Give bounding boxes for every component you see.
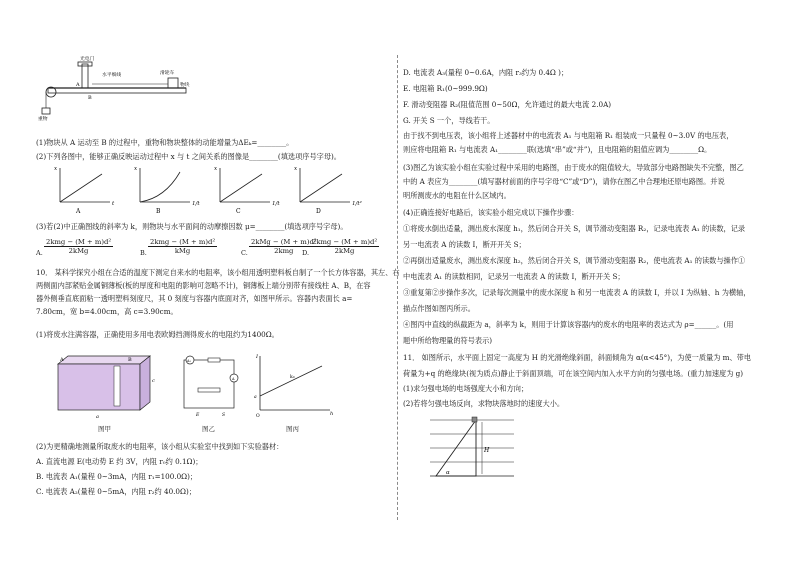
apparatus-figure [36, 52, 196, 122]
fig1-string: 水平细线 [102, 73, 122, 78]
opt3-C-frac: 2kMg − (M + m)d² 2kmg [251, 238, 317, 255]
fig11-H: H [484, 447, 490, 454]
q11-line2: 荷量为+q 的绝缘块(视为质点)静止于斜面顶端，可在该空间内加入水平方向的匀强电场。(重力加速度为 g) [403, 369, 744, 378]
svg-text:h: h [330, 411, 334, 417]
svg-text:A: A [232, 377, 235, 381]
equip-E: E. 电阻箱 R₁(0~999.9Ω) [403, 84, 488, 93]
fig1-A: A [76, 82, 80, 88]
svg-text:1/t²: 1/t² [352, 201, 362, 207]
graph-A [60, 168, 110, 202]
step-2a: ②再倒出适量废水，测出废水深度 h₂，然后闭合开关 S，调节滑动变阻器 R₂，使电流表 A₁ 的读数与操作① [403, 256, 746, 265]
svg-text:A₁: A₁ [187, 359, 191, 363]
fig-jia-label: 图甲 [98, 425, 111, 433]
svg-text:x: x [134, 166, 138, 172]
fig-bing [254, 352, 334, 418]
fig-yi-label: 图乙 [202, 425, 215, 433]
opt3-B-frac: 2kmg − (M + m)d² kMg [150, 238, 216, 255]
equip-D: D. 电流表 A₃(量程 0~0.6A，内阻 r₃约为 0.4Ω )； [403, 68, 569, 77]
graph-B [140, 168, 190, 202]
q11-part1: (1)求匀强电场的电场强度大小和方向； [403, 384, 529, 393]
q10-part1: (1)将废水注满容器，正确使用多用电表欧姆挡测得废水的电阻约为1400Ω。 [36, 330, 279, 339]
fig1-block: 物块 [180, 83, 190, 88]
svg-text:A: A [76, 208, 81, 215]
svg-text:B: B [156, 208, 161, 215]
graph-C [220, 168, 270, 202]
column-divider [397, 55, 398, 520]
fig1-B: B [88, 95, 92, 101]
para-2: 则应将电阻箱 R₁ 与电流表 A₁________联(选填“串”或“并”)，且电阻箱的阻值应调为________Ω。 [403, 145, 712, 154]
graph-options [40, 164, 370, 214]
svg-text:C: C [236, 208, 241, 215]
fig1-pulley: 滑轮车 [160, 71, 175, 76]
step-3b: 描点作图如图丙所示。 [403, 304, 475, 313]
fig-jia [54, 352, 154, 422]
step-2b: 中电流表 A₁ 的读数相同，记录另一电流表 A 的读数 I，断开开关 S； [403, 272, 625, 281]
q11-part2: (2)若将匀强电场反向，求物块落地时的速度大小。 [403, 399, 565, 408]
equip-C: C. 电流表 A₂(量程 0~5mA，内阻 r₂约 40.0Ω)； [36, 487, 196, 496]
equip-A: A. 直流电源 E(电动势 E 约 3V，内阻 r₀约 0.1Ω)； [36, 457, 203, 466]
fig1-weight: 重物 [38, 117, 48, 122]
svg-text:S: S [222, 413, 226, 418]
svg-text:O: O [256, 414, 260, 419]
svg-text:x: x [54, 166, 58, 172]
para-3: (3)图乙为该实验小组在实验过程中采用的电路图，由于废水的阻值较大，导致部分电路图缺失不完整，图乙 [403, 163, 744, 172]
opt3-A-key: A. [36, 249, 43, 257]
para-6: (4)正确连接好电路后，该实验小组完成以下操作步骤： [403, 208, 579, 217]
step-3a: ③重复第②步操作多次，记录每次测量中的废水深度 h 和另一电流表 A 的读数 I，并以 I 为纵轴、h 为横轴， [403, 288, 751, 297]
q10-line1: 10． 某科学探究小组在合适的温度下测定自来水的电阻率，该小组用透明塑料板自制了一个长方体容器，其左、右 [36, 268, 400, 277]
step-1a: ①将废水倒出适量，测出废水深度 h₁，然后闭合开关 S，调节滑动变阻器 R₂，记录电流表 A₁ 的读数，记录 [403, 224, 746, 233]
q10-line2: 两侧面内部紧贴金属铜薄板(板的厚度和电阻的影响可忽略不计)，铜薄板上端分别带有接线柱 A、B，在容 [36, 281, 371, 290]
opt3-B-key: B. [140, 249, 147, 257]
opt3-D-key: D. [302, 249, 310, 257]
para-4: 中的 A 表应为________(填写器材前面的序号字母“C”或“D”)，请你在图乙中合理地还原电路图。并说 [403, 177, 725, 186]
svg-text:x: x [294, 166, 298, 172]
step-4b: 题中所给物理量的符号表示) [403, 336, 493, 345]
equip-F: F. 滑动变阻器 R₂(阻值范围 0~50Ω，允许通过的最大电流 2.0A) [403, 100, 612, 109]
opt3-A-frac: 2kmg − (M + m)d² 2kMg [46, 238, 112, 255]
opt3-D-frac: 2kmg − (M + m)d² 2kMg [312, 238, 378, 255]
svg-text:B: B [128, 357, 132, 363]
fig-yi [178, 354, 248, 420]
fig-bing-label: 图丙 [286, 425, 299, 433]
para-1: 由于找不到电压表，该小组将上述器材中的电流表 A₁ 与电阻箱 R₁ 组装成一只量程 0~3.0V 的电压表， [403, 131, 734, 140]
svg-text:1/t: 1/t [192, 201, 200, 207]
para-5: 明所测废水的电阻在什么区域内。 [403, 191, 511, 200]
graph-D [300, 168, 350, 202]
svg-text:c: c [152, 378, 155, 384]
q9-part1: (1)物块从 A 运动至 B 的过程中，重物和物块整体的动能增量为ΔEₖ=________。 [36, 138, 294, 147]
svg-text:1/t: 1/t [272, 201, 280, 207]
svg-text:A: A [60, 357, 64, 363]
fig11-alpha: α [446, 470, 450, 476]
svg-text:x: x [214, 166, 218, 172]
svg-text:a: a [96, 414, 99, 420]
q10-part2: (2)为更精确地测量所取废水的电阻率，该小组从实验室中找到如下实验器材： [36, 442, 284, 451]
svg-text:a: a [254, 395, 257, 400]
svg-text:I: I [256, 354, 258, 360]
q9-part3: (3)若(2)中正确图线的斜率为 k，则物块与水平面间的动摩擦因数 μ=________(填选项序号字母)。 [36, 222, 348, 231]
svg-text:D: D [316, 208, 321, 215]
incline-figure [420, 414, 520, 484]
equip-B: B. 电流表 A₁(量程 0~3mA，内阻 r₁=100.0Ω)； [36, 472, 198, 481]
svg-text:t: t [112, 201, 115, 207]
step-1b: 另一电流表 A 的读数 I，断开开关 S； [403, 240, 526, 249]
fig1-photogate: 光电门 [80, 57, 95, 62]
svg-text:k₀: k₀ [290, 375, 295, 380]
q11-line1: 11． 如图所示，水平面上固定一高度为 H 的光滑绝缘斜面，斜面倾角为 α(α<45°)，为使一质量为 m、带电 [403, 353, 752, 362]
equip-G: G. 开关 S 一个，导线若干。 [403, 116, 495, 125]
svg-text:E: E [196, 413, 200, 418]
q9-part2: (2)下列各图中，能够正确反映运动过程中 x 与 t 之间关系的图像是________(填选项序号字母)。 [36, 152, 341, 161]
q10-line3: 器外侧垂直底面粘一透明塑料刻度尺，其 0 刻度与容器内底面对齐，如图甲所示。容器内表面长 a= [36, 294, 353, 303]
opt3-C-key: C. [241, 249, 248, 257]
step-4a: ④图丙中直线的纵截距为 a，斜率为 k，则用于计算该容器内的废水的电阻率的表达式为 ρ=______。(用 [403, 320, 734, 329]
q10-line4: 7.80cm，宽 b=4.00cm，高 c=3.90cm。 [36, 307, 178, 316]
